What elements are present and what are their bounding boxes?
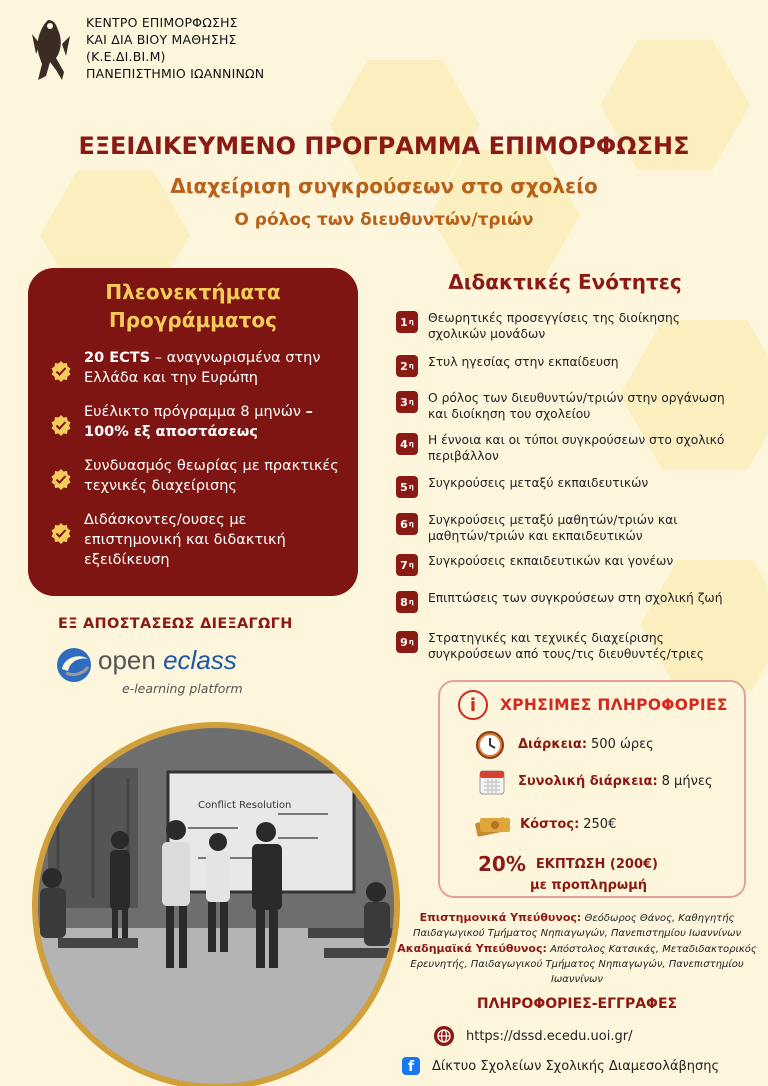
check-badge-icon bbox=[50, 414, 72, 436]
module-ordinal: η bbox=[408, 598, 414, 606]
module-item bbox=[396, 390, 738, 422]
total-duration-row bbox=[478, 766, 713, 796]
facebook-link-row[interactable] bbox=[402, 1057, 719, 1075]
useful-info-box bbox=[438, 680, 746, 898]
module-ordinal: η bbox=[408, 561, 414, 569]
advantages-panel bbox=[28, 268, 358, 596]
module-number: 4 bbox=[400, 437, 408, 451]
page-title: ΕΞΕΙΔΙΚΕΥΜΕΝΟ ΠΡΟΓΡΑΜΜΑ ΕΠΙΜΟΡΦΩΣΗΣ bbox=[78, 132, 690, 160]
module-number: 6 bbox=[400, 517, 408, 531]
discount-condition: με προπληρωμή bbox=[530, 878, 648, 893]
website-link-row[interactable] bbox=[434, 1026, 632, 1046]
duration-row bbox=[474, 728, 654, 760]
advantage-item bbox=[50, 456, 346, 496]
module-item bbox=[396, 354, 738, 377]
clock-icon bbox=[474, 728, 506, 760]
info-header bbox=[458, 690, 728, 720]
module-text: Η έννοια και οι τύποι συγκρούσεων στο σχολικό περιβάλλον bbox=[428, 433, 725, 463]
total-duration-label: Συνολική διάρκεια: bbox=[518, 773, 658, 789]
module-text: Στρατηγικές και τεχνικές διαχείρισης συγκρούσεων από τους/τις διευθυντές/τριες bbox=[428, 631, 705, 661]
background-hexagon bbox=[640, 560, 768, 690]
module-number: 5 bbox=[400, 480, 408, 494]
module-text: Συγκρούσεις μεταξύ εκπαιδευτικών bbox=[428, 476, 649, 490]
module-number: 3 bbox=[400, 395, 408, 409]
modules-title: Διδακτικές Ενότητες bbox=[448, 270, 682, 294]
module-number-badge bbox=[396, 355, 418, 377]
check-badge-icon bbox=[50, 468, 72, 490]
calendar-icon bbox=[478, 766, 506, 796]
discount-row bbox=[478, 852, 658, 876]
discount-text: ΕΚΠΤΩΣΗ (200€) bbox=[535, 856, 658, 872]
module-number: 1 bbox=[400, 315, 408, 329]
cost-value: 250€ bbox=[583, 816, 617, 832]
org-line: ΚΕΝΤΡΟ ΕΠΙΜΟΡΦΩΣΗΣ bbox=[86, 15, 238, 30]
module-item bbox=[396, 432, 738, 464]
info-icon: i bbox=[458, 690, 488, 720]
advantage-rest: – αναγνωρισμένα στην Ελλάδα και την Ευρώπη bbox=[84, 350, 321, 386]
module-number-badge bbox=[396, 433, 418, 455]
duration-value: 500 ώρες bbox=[591, 736, 654, 752]
platform-name-b: eclass bbox=[163, 645, 237, 675]
advantages-title-line: Προγράμματος bbox=[108, 308, 277, 332]
total-duration-value: 8 μήνες bbox=[661, 773, 713, 789]
module-number-badge bbox=[396, 554, 418, 576]
module-number: 7 bbox=[400, 558, 408, 572]
module-ordinal: η bbox=[408, 483, 414, 491]
facebook-icon: f bbox=[402, 1057, 420, 1075]
module-text: Επιπτώσεις των συγκρούσεων στη σχολική ζωή bbox=[428, 591, 723, 605]
academic-responsible bbox=[396, 941, 758, 987]
module-number-badge bbox=[396, 476, 418, 498]
platform-subtitle: e-learning platform bbox=[122, 681, 243, 696]
academic-label: Ακαδημαϊκά Υπεύθυνος: bbox=[397, 942, 547, 955]
classroom-scene bbox=[38, 728, 394, 1084]
scientific-responsible bbox=[396, 910, 758, 941]
advantage-bold: 20 ECTS bbox=[84, 350, 151, 366]
board-text: Conflict Resolution bbox=[198, 800, 292, 811]
page-tagline: Ο ρόλος των διευθυντών/τριών bbox=[234, 210, 534, 230]
organization-header bbox=[26, 14, 264, 86]
scientific-label: Επιστημονικά Υπεύθυνος: bbox=[419, 911, 582, 924]
module-item bbox=[396, 475, 738, 498]
module-text: Θεωρητικές προσεγγίσεις της διοίκησης σχολικών μονάδων bbox=[428, 311, 680, 341]
module-ordinal: η bbox=[408, 440, 414, 448]
module-number-badge bbox=[396, 591, 418, 613]
advantage-item bbox=[50, 402, 346, 442]
advantage-item bbox=[50, 510, 346, 570]
module-number: 8 bbox=[400, 595, 408, 609]
academic-text: Απόστολος Κατσικάς, Μεταδιδακτορικός Ερευνητής, Παιδαγωγικού Τμήματος Νηπιαγωγών, Πανεπιστημίου Ιωαννίνων bbox=[410, 944, 757, 985]
module-item bbox=[396, 512, 738, 544]
facebook-link[interactable]: Δίκτυο Σχολείων Σχολικής Διαμεσολάβησης bbox=[432, 1058, 720, 1074]
advantage-text: Συνδυασμός θεωρίας με πρακτικές τεχνικές διαχείρισης bbox=[84, 458, 339, 494]
advantage-bold: – 100% εξ αποστάσεως bbox=[84, 404, 313, 440]
eclass-logo-icon bbox=[52, 643, 98, 687]
advantage-item bbox=[50, 348, 346, 388]
advantages-title-line: Πλεονεκτήματα bbox=[105, 280, 281, 304]
module-text: Στυλ ηγεσίας στην εκπαίδευση bbox=[428, 355, 619, 369]
classroom-illustration bbox=[38, 728, 394, 1084]
money-icon bbox=[474, 810, 512, 838]
module-item bbox=[396, 553, 738, 576]
cost-row bbox=[474, 810, 616, 838]
module-ordinal: η bbox=[408, 638, 414, 646]
advantage-rest: Ευέλικτο πρόγραμμα 8 μηνών bbox=[84, 404, 306, 420]
remote-delivery-label: ΕΞ ΑΠΟΣΤΑΣΕΩΣ ΔΙΕΞΑΓΩΓΗ bbox=[58, 616, 293, 632]
university-logo bbox=[26, 14, 78, 86]
org-line: ΚΑΙ ΔΙΑ ΒΙΟΥ ΜΑΘΗΣΗΣ bbox=[86, 32, 237, 47]
open-eclass-logo bbox=[52, 643, 282, 703]
globe-icon bbox=[434, 1026, 454, 1046]
check-badge-icon bbox=[50, 360, 72, 382]
org-line: ΠΑΝΕΠΙΣΤΗΜΙΟ ΙΩΑΝΝΙΝΩΝ bbox=[86, 66, 265, 81]
module-text: Συγκρούσεις εκπαιδευτικών και γονέων bbox=[428, 554, 674, 568]
module-number-badge bbox=[396, 391, 418, 413]
module-number-badge bbox=[396, 311, 418, 333]
advantage-text: Διδάσκοντες/ουσες με επιστημονική και διδακτική εξειδίκευση bbox=[84, 512, 286, 568]
scientific-text: Θεόδωρος Θάνος, Καθηγητής Παιδαγωγικού Τμήματος Νηπιαγωγών, Πανεπιστημίου Ιωαννίνων bbox=[412, 913, 742, 939]
website-link[interactable]: https://dssd.ecedu.uoi.gr/ bbox=[466, 1028, 633, 1044]
module-ordinal: η bbox=[408, 398, 414, 406]
module-number: 2 bbox=[400, 359, 408, 373]
platform-name-a: open bbox=[98, 645, 164, 675]
module-text: Ο ρόλος των διευθυντών/τριών στην οργάνωση και διοίκηση του σχολείου bbox=[428, 391, 725, 421]
advantage-text bbox=[84, 402, 346, 442]
duration-label: Διάρκεια: bbox=[518, 736, 588, 752]
info-title: ΧΡΗΣΙΜΕΣ ΠΛΗΡΟΦΟΡΙΕΣ bbox=[500, 696, 728, 714]
module-item bbox=[396, 310, 738, 342]
page-subtitle: Διαχείριση συγκρούσεων στο σχολείο bbox=[170, 174, 598, 198]
module-number-badge bbox=[396, 631, 418, 653]
module-text: Συγκρούσεις μεταξύ μαθητών/τριών και μαθητών/τριών και εκπαιδευτικών bbox=[428, 513, 678, 543]
discount-percent: 20% bbox=[478, 852, 526, 876]
module-ordinal: η bbox=[408, 318, 414, 326]
module-number: 9 bbox=[400, 635, 408, 649]
check-badge-icon bbox=[50, 522, 72, 544]
advantage-text bbox=[84, 348, 346, 388]
module-ordinal: η bbox=[408, 520, 414, 528]
module-ordinal: η bbox=[408, 362, 414, 370]
module-item bbox=[396, 630, 738, 662]
cost-label: Κόστος: bbox=[520, 816, 580, 832]
advantages-title bbox=[28, 278, 358, 334]
module-item bbox=[396, 590, 738, 613]
module-number-badge bbox=[396, 513, 418, 535]
registration-title: ΠΛΗΡΟΦΟΡΙΕΣ-ΕΓΓΡΑΦΕΣ bbox=[476, 996, 678, 1012]
responsible-persons bbox=[396, 910, 758, 987]
org-line: (Κ.Ε.ΔΙ.ΒΙ.Μ) bbox=[86, 49, 166, 64]
